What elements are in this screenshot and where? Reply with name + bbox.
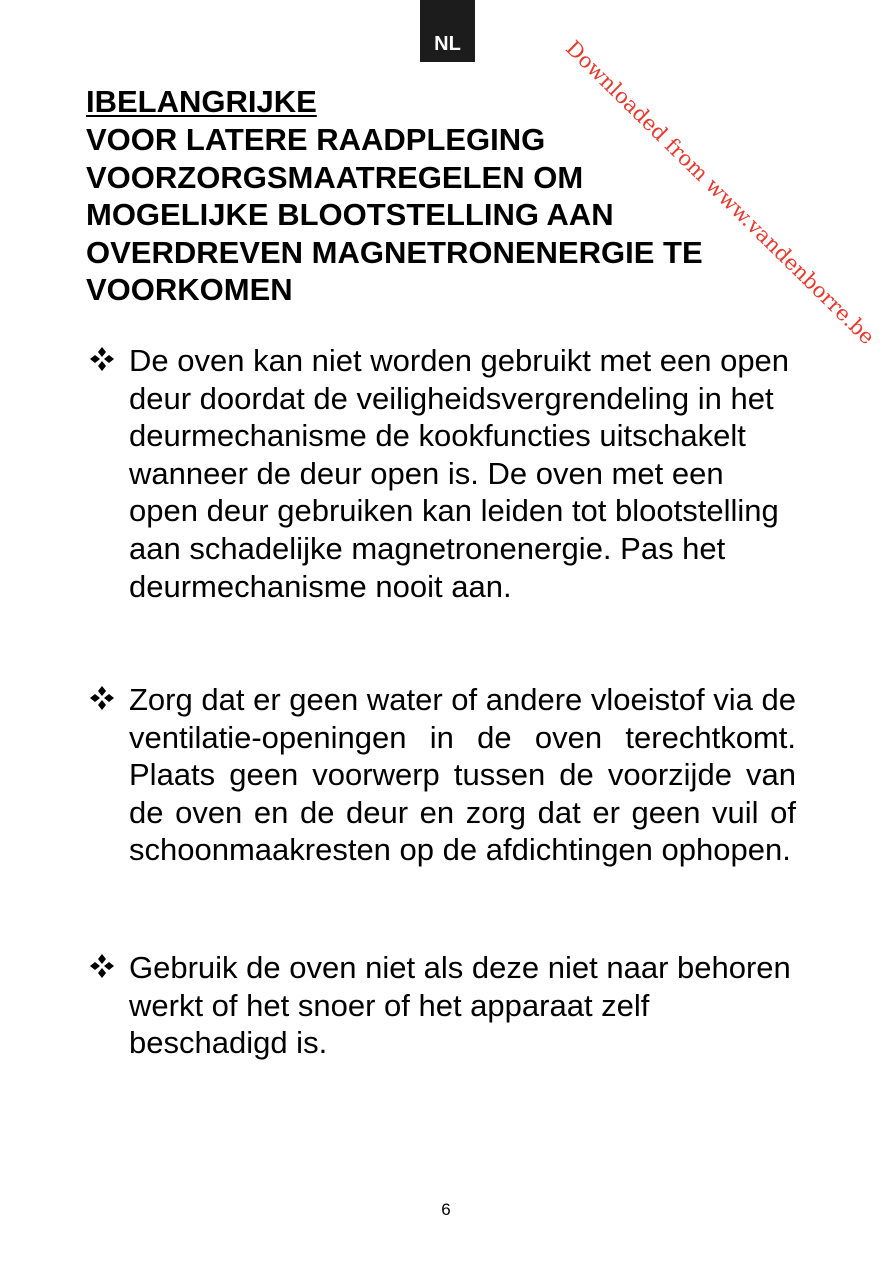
language-tab <box>420 0 475 62</box>
diamond-bullet-icon <box>88 345 116 373</box>
language-label: NL <box>434 33 461 55</box>
page-number: 6 <box>441 1200 451 1219</box>
list-item <box>86 681 796 869</box>
list-item-text: Gebruik de oven niet als deze niet naar behoren werkt of het snoer of het apparaat zelf beschadigd is. <box>129 950 791 1061</box>
list-item-text: De oven kan niet worden gebruikt met een open deur doordat de veiligheidsvergrendeling in het deurmechanisme de kookfuncties uitschakelt wanneer de deur open is. De oven met een open deur gebruiken kan leiden tot blootstelling aan schadelijke magnetronenergie. Pas het deurmechanisme nooit aan. <box>129 343 790 604</box>
section-subheading: VOOR LATERE RAADPLEGING VOORZORGSMAATREGELEN OM MOGELIJKE BLOOTSTELLING AAN OVERDREVEN MAGNETRONENERGIE TE VOORKOMEN <box>86 122 703 307</box>
diamond-bullet-icon <box>88 952 116 980</box>
list-item <box>86 949 796 1062</box>
download-watermark: Downloaded from www.vandenborre.be <box>561 36 880 350</box>
diamond-bullet-icon <box>88 684 116 712</box>
section-heading: IBELANGRIJKE <box>86 84 317 119</box>
list-item <box>86 342 796 605</box>
list-item-text: Zorg dat er geen water of andere vloeistof via de ventilatie-openingen in de oven terechtkomt. Plaats geen voorwerp tussen de voorzijde van de oven en de deur en zorg dat er geen vuil of schoonmaakresten op de afdichtingen ophopen. <box>129 682 796 868</box>
